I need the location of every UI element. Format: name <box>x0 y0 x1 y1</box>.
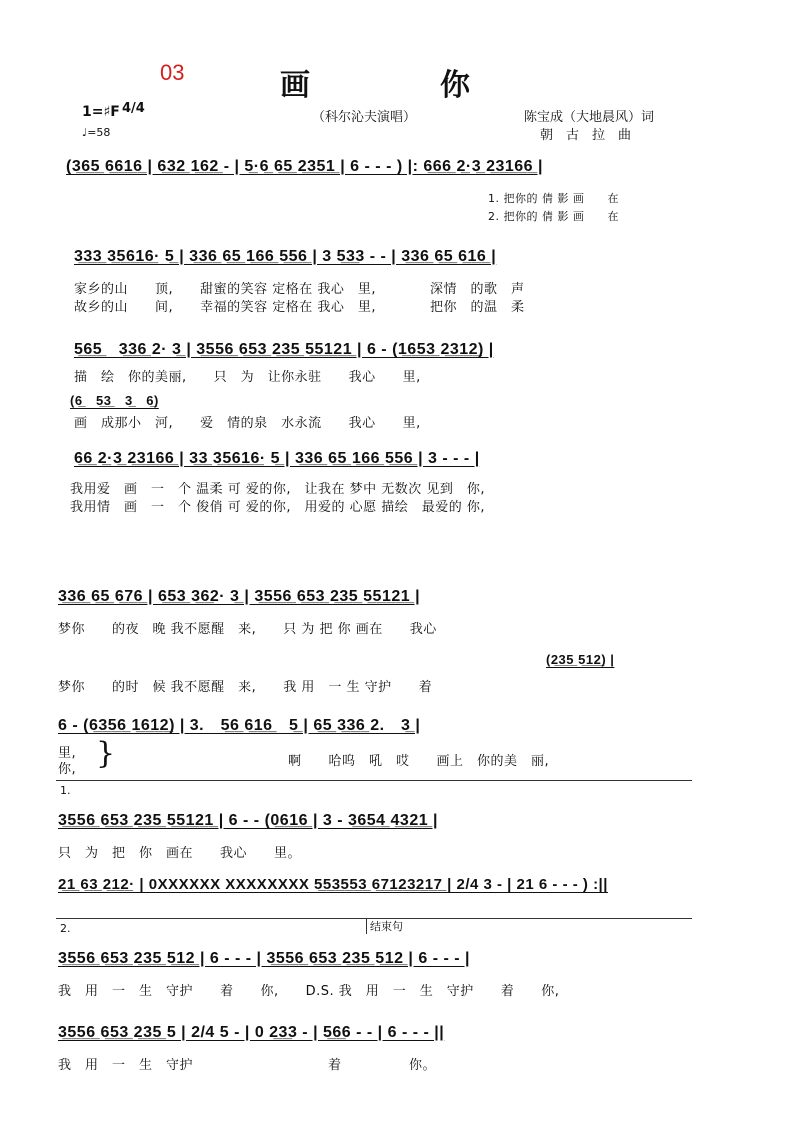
lyric-line-3-verse-2: 画 成那小 河, 爱 情的泉 水永流 我心 里, <box>74 416 421 431</box>
lyric-line-3-verse-1: 描 绘 你的美丽, 只 为 让你永驻 我心 里, <box>74 370 421 385</box>
lyric-line-7: 只 为 把 你 画在 我心 里。 <box>58 846 302 861</box>
lyric-line-5-verse-2: 梦你 的时 候 我不愿醒 来, 我 用 一 生 守护 着 <box>58 680 433 695</box>
lyric-line-6-verse-1: 里, <box>58 746 77 761</box>
alt-notes-line-5: (2̲3̲5̲ 5̲1̲2̲) | <box>546 652 615 667</box>
score-line-5: 3̲3̲6̲ 6̲5̲ 6̲7̲6̲ | 6̲5̲3̲ 3̲6̲2· 3̲ | 3̲5̲5̲6̲ 6̲5̲3̲ 2̲3̲5̲ 5̲5̲1̲2̲1̲ | <box>58 588 421 605</box>
song-title-char-2: 你 <box>440 68 470 103</box>
score-line-4: 6̲6̲ 2̲·3̲ 2̲3̲1̲6̲6̲ | 3̲3̲ 3̲5̲6̲1̲6̲· 5̲ | 3̲3̲6̲ 6̲5̲ 1̲6̲6̲ 5̲5̲6̲ | 3 - - - | <box>74 450 480 467</box>
lyric-line-4-verse-1: 我用爱 画 一 个 温柔 可 爱的你, 让我在 梦中 无数次 见到 你, <box>70 482 486 497</box>
composer-credit: 朝 古 拉 曲 <box>540 128 632 143</box>
score-line-10: 3̲5̲5̲6̲ 6̲5̲3̲ 2̲3̲5̲ 5 | 2/4 5 - | 0 2̲3̲3 - | 5̲6̲6 - - | 6 - - - || <box>58 1024 445 1041</box>
alt-notes-line-3: (6̲ 5̲3̲ 3̲ 6̲) <box>70 393 159 408</box>
volta-2-label: 2. <box>60 922 71 935</box>
lyric-line-4-verse-2: 我用情 画 一 个 俊俏 可 爱的你, 用爱的 心愿 描绘 最爱的 你, <box>70 500 486 515</box>
volta-1-bracket <box>56 780 692 781</box>
song-title-char-1: 画 <box>280 68 310 103</box>
lyric-line-6-refrain: 啊 哈呜 吼 哎 画上 你的美 丽, <box>288 754 550 769</box>
score-line-6: 6 - (6̲3̲5̲6̲ 1̲6̲1̲2̲) | 3. 5̲6̲ 6̲1̲6̲ 5̲ | 6̲5̲ 3̲3̲6̲ 2. 3̲ | <box>58 717 421 734</box>
score-line-9: 3̲5̲5̲6̲ 6̲5̲3̲ 2̲3̲5̲ 5̲1̲2̲ | 6 - - - | 3̲5̲5̲6̲ 6̲5̲3̲ 2̲3̲5̲ 5̲1̲2̲ | 6 - - - | <box>58 950 470 967</box>
lyricist-credit: 陈宝成（大地晨风）词 <box>524 110 655 125</box>
score-line-2: 3̲3̲3̲ 3̲5̲6̲1̲6̲· 5̲ | 3̲3̲6̲ 6̲5̲ 1̲6̲6̲ 5̲5̲6̲ | 3 5̲3̲3 - - | 3̲3̲6̲ 6̲5̲ 6̲1̲6̲ | <box>74 248 497 265</box>
volta-1-label: 1. <box>60 784 71 797</box>
lyric-line-10: 我 用 一 生 守护 着 你。 <box>58 1058 437 1073</box>
key-signature: 1=♯F <box>82 104 120 120</box>
page-number: 03 <box>160 60 185 85</box>
score-line-8: 2̲1̲ 6̲3̲ 2̲1̲2̲· | 0XXXXXX XXXXXXXX 5̲5̲3̲5̲5̲3̲ 6̲7̲1̲2̲3̲2̲1̲7̲ | 2/4 3 - | 21 6 - - - ) :|| <box>58 876 608 893</box>
score-line-3: 5̲6̲5̲ 3̲3̲6̲ 2· 3̲ | 3̲5̲5̲6̲ 6̲5̲3̲ 2̲3̲5̲ 5̲5̲1̲2̲1̲ | 6 - (1̲6̲5̲3̲ 2̲3̲1̲2̲) | <box>74 341 494 358</box>
lyric-line-2-verse-2: 故乡的山 间, 幸福的笑容 定格在 我心 里, 把你 的温 柔 <box>74 300 525 315</box>
verse-brace: } <box>96 736 116 771</box>
coda-label: 结束句 <box>366 918 403 934</box>
score-line-7: 3̲5̲5̲6̲ 6̲5̲3̲ 2̲3̲5̲ 5̲5̲1̲2̲1̲ | 6 - - (0̲6̲1̲6̲ | 3 - 3̲6̲5̲4̲ 4̲3̲2̲1̲ | <box>58 812 439 829</box>
lyric-line-1-verse-2: 2. 把你的 倩 影 画 在 <box>488 210 619 223</box>
lyric-line-2-verse-1: 家乡的山 顶, 甜蜜的笑容 定格在 我心 里, 深情 的歌 声 <box>74 282 525 297</box>
time-signature: 4/4 <box>122 101 145 116</box>
lyric-line-1-verse-1: 1. 把你的 倩 影 画 在 <box>488 192 619 205</box>
score-line-1: (3̲6̲5̲ 6̲6̲1̲6̲ | 6̲3̲2̲ 1̲6̲2̲ - | 5̲·6̲ 6̲5̲ 2̲3̲5̲1̲ | 6 - - - ) |: 6̲6̲6̲ 2̲·3̲ 2̲3̲1̲6̲6̲ | <box>66 158 543 175</box>
performer-credit: （科尔沁夫演唱） <box>312 110 417 125</box>
tempo-marking: ♩=58 <box>82 126 111 139</box>
lyric-line-5-verse-1: 梦你 的夜 晚 我不愿醒 来, 只 为 把 你 画在 我心 <box>58 622 437 637</box>
lyric-line-9: 我 用 一 生 守护 着 你, D.S. 我 用 一 生 守护 着 你, <box>58 984 560 999</box>
lyric-line-6-verse-2: 你, <box>58 762 77 777</box>
